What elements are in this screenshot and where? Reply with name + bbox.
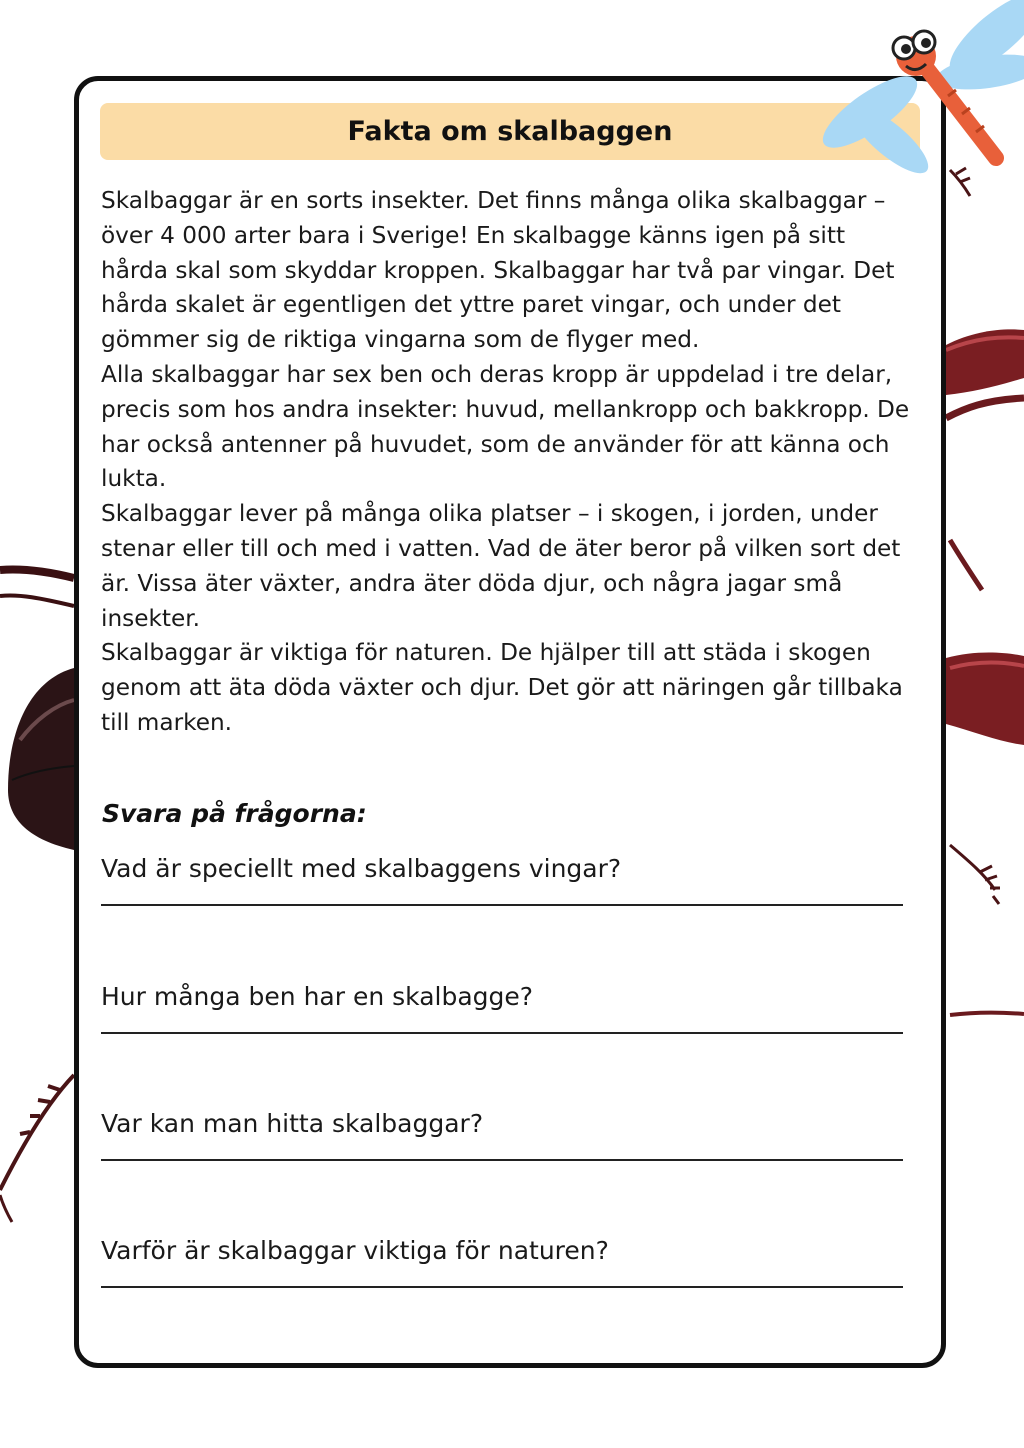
beetle-body-left (8, 668, 74, 850)
question-text: Hur många ben har en skalbagge? (101, 982, 534, 1011)
fact-paragraph: Skalbaggar är en sorts insekter. Det finns många olika skalbaggar – över 4 000 arter bara i Sverige! En skalbagge känns igen på sitt hårda skal som skyddar kroppen. Skalbaggar har två par vingar. Det hårda skalet är egentligen det yttre paret vingar, och under det gömmer sig de riktiga vingarna som de flyger med. (101, 187, 895, 354)
question-text: Varför är skalbaggar viktiga för naturen? (101, 1236, 609, 1265)
fact-text (101, 184, 913, 741)
question-text: Vad är speciellt med skalbaggens vingar? (101, 854, 622, 883)
dragonfly-mascot (820, 0, 1024, 180)
fact-paragraph: Skalbaggar är viktiga för naturen. De hjälper till att städa i skogen genom att äta döda växter och djur. Det gör att näringen går tillbaka till marken. (101, 639, 903, 736)
question-3 (101, 1107, 906, 1179)
question-1 (101, 852, 906, 924)
answer-line[interactable] (101, 904, 903, 906)
beetle-antenna-left (0, 569, 74, 578)
page-title: Fakta om skalbaggen (100, 103, 920, 160)
question-4 (101, 1234, 906, 1306)
answer-line[interactable] (101, 1032, 903, 1034)
beetle-leg-right-1 (946, 398, 1024, 418)
fact-paragraph: Alla skalbaggar har sex ben och deras kropp är uppdelad i tre delar, precis som hos andra insekter: huvud, mellankropp och bakkropp. De har också antenner på huvudet, som de använder för att känna och lukta. (101, 360, 910, 493)
beetle-leg-right-3 (950, 845, 1000, 904)
questions-heading: Svara på frågorna: (102, 799, 367, 828)
fact-paragraph: Skalbaggar lever på många olika platser – i skogen, i jorden, under stenar eller till och med i vatten. Vad de äter beror på vilken sort det är. Vissa äter växter, andra äter döda djur, och några jagar små insekter. (101, 500, 901, 632)
answer-line[interactable] (101, 1159, 903, 1161)
question-2 (101, 980, 906, 1052)
answer-line[interactable] (101, 1286, 903, 1288)
beetle-leg-right-2 (950, 540, 982, 590)
question-text: Var kan man hitta skalbaggar? (101, 1109, 484, 1138)
beetle-leg-left-lower (0, 1075, 74, 1190)
beetle-leg-right-4 (950, 1013, 1024, 1015)
